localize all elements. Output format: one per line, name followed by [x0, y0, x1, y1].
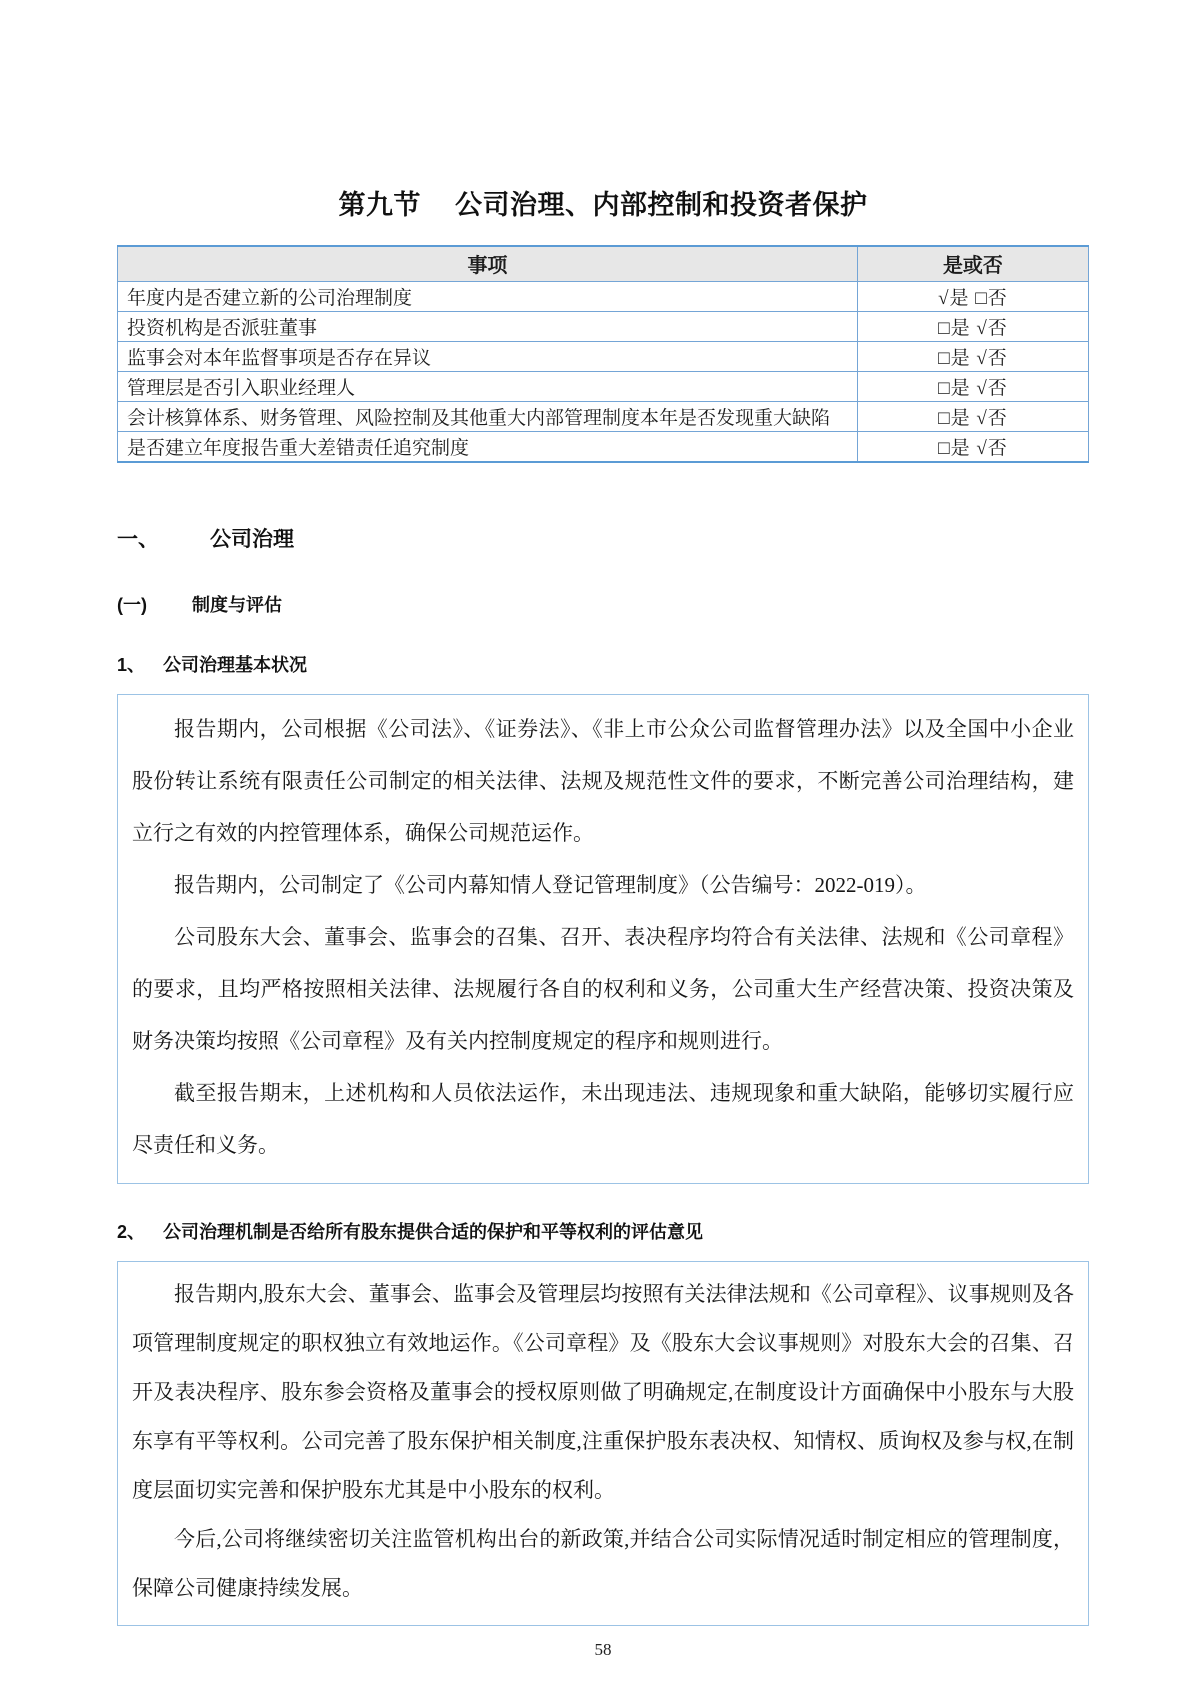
governance-status-textbox — [117, 694, 1089, 1184]
row-item-text: 年度内是否建立新的公司治理制度 — [118, 281, 858, 311]
heading-governance — [117, 523, 1089, 553]
governance-checklist-table — [117, 245, 1089, 463]
heading-basic-status-label: 公司治理基本状况 — [163, 654, 307, 675]
section-title — [117, 0, 1089, 222]
row-answer-checkboxes: □是 √否 — [857, 311, 1088, 341]
heading-governance-label: 公司治理 — [210, 527, 294, 551]
row-answer-checkboxes: √是 □否 — [857, 281, 1088, 311]
table-row — [118, 401, 1089, 431]
table-header-item: 事项 — [118, 246, 858, 281]
section-name: 公司治理、内部控制和投资者保护 — [455, 190, 868, 220]
section-number: 第九节 — [338, 190, 421, 220]
page-number: 58 — [594, 1639, 612, 1659]
heading-system-evaluation-number: (一) — [117, 594, 147, 615]
heading-system-evaluation — [117, 591, 1089, 617]
table-row — [118, 431, 1089, 462]
table-row — [118, 371, 1089, 401]
table-row — [118, 281, 1089, 311]
row-item-text: 管理层是否引入职业经理人 — [118, 371, 858, 401]
table-header-row — [118, 246, 1089, 281]
row-item-text: 投资机构是否派驻董事 — [118, 311, 858, 341]
heading-shareholder-protection — [117, 1218, 1089, 1244]
paragraph: 报告期内，公司根据《公司法》、《证券法》、《非上市公众公司监督管理办法》以及全国中小企业股份转让系统有限责任公司制定的相关法律、法规及规范性文件的要求，不断完善公司治理结构，建立行之有效的内控管理体系，确保公司规范运作。 — [132, 716, 1074, 845]
shareholder-protection-textbox — [117, 1261, 1089, 1626]
paragraph: 报告期内,股东大会、董事会、监事会及管理层均按照有关法律法规和《公司章程》、议事规则及各项管理制度规定的职权独立有效地运作。《公司章程》及《股东大会议事规则》对股东大会的召集、召开及表决程序、股东参会资格及董事会的授权原则做了明确规定,在制度设计方面确保中小股东与大股东享有平等权利。公司完善了股东保护相关制度,注重保护股东表决权、知情权、质询权及参与权,在制度层面切实完善和保护股东尤其是中小股东的权利。 — [132, 1281, 1074, 1502]
heading-basic-status — [117, 651, 1089, 677]
paragraph: 公司股东大会、董事会、监事会的召集、召开、表决程序均符合有关法律、法规和《公司章程》的要求，且均严格按照相关法律、法规履行各自的权利和义务，公司重大生产经营决策、投资决策及财务决策均按照《公司章程》及有关内控制度规定的程序和规则进行。 — [132, 924, 1074, 1053]
row-answer-checkboxes: □是 √否 — [857, 371, 1088, 401]
paragraph: 今后,公司将继续密切关注监管机构出台的新政策,并结合公司实际情况适时制定相应的管理制度， 保障公司健康持续发展。 — [132, 1526, 1074, 1600]
heading-basic-status-number: 1、 — [117, 654, 146, 675]
row-answer-checkboxes: □是 √否 — [857, 401, 1088, 431]
row-item-text: 监事会对本年监督事项是否存在异议 — [118, 341, 858, 371]
table-row — [118, 311, 1089, 341]
heading-governance-number: 一、 — [117, 527, 159, 551]
row-item-text: 是否建立年度报告重大差错责任追究制度 — [118, 431, 858, 462]
row-answer-checkboxes: □是 √否 — [857, 341, 1088, 371]
heading-shareholder-protection-label: 公司治理机制是否给所有股东提供合适的保护和平等权利的评估意见 — [163, 1221, 703, 1242]
heading-system-evaluation-label: 制度与评估 — [192, 594, 282, 615]
heading-shareholder-protection-number: 2、 — [117, 1221, 146, 1242]
table-row — [118, 341, 1089, 371]
table-header-answer: 是或否 — [857, 246, 1088, 281]
row-item-text: 会计核算体系、财务管理、风险控制及其他重大内部管理制度本年是否发现重大缺陷 — [118, 401, 858, 431]
row-answer-checkboxes: □是 √否 — [857, 431, 1088, 462]
paragraph: 截至报告期末，上述机构和人员依法运作，未出现违法、违规现象和重大缺陷，能够切实履行应尽责任和义务。 — [132, 1080, 1074, 1157]
paragraph: 报告期内，公司制定了《公司内幕知情人登记管理制度》（公告编号：2022-019）。 — [174, 872, 927, 897]
